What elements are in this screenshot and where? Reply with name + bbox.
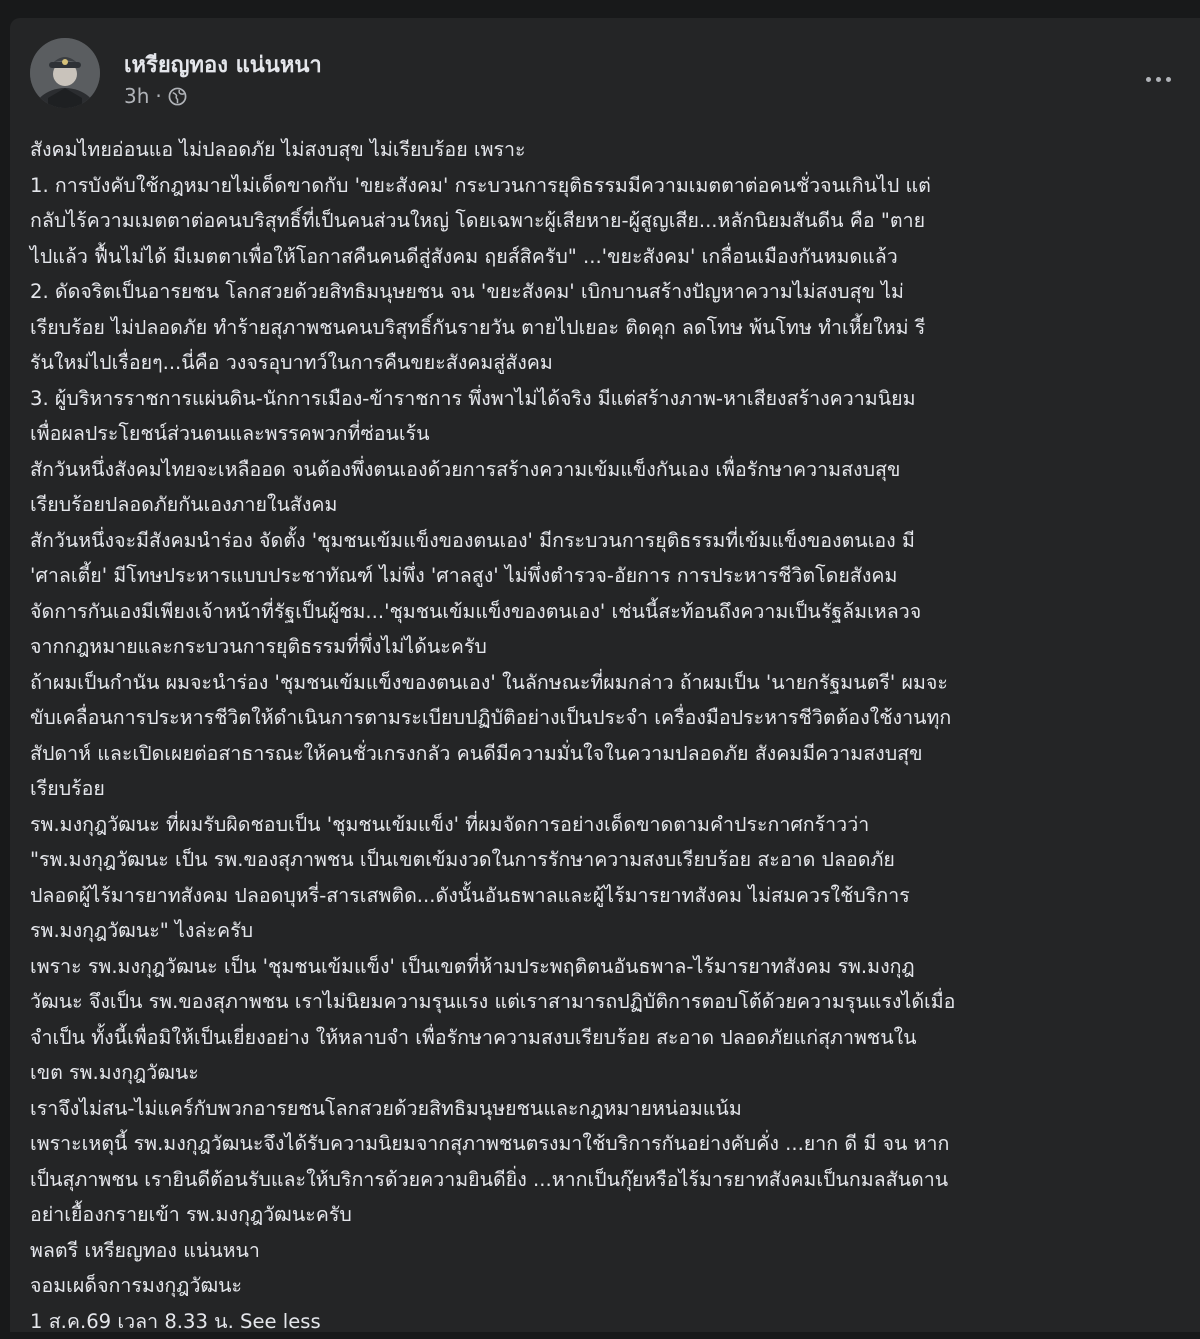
post-line: เรียบร้อยปลอดภัยกันเองภายในสังคม [30,487,1180,523]
post-line: เป็นสุภาพชน เรายินดีต้อนรับและให้บริการด้วยความยินดียิ่ง ...หากเป็นกุ๊ยหรือไร้มารยาทสังคมเป็นกมลสันดาน [30,1162,1180,1198]
post-meta [124,84,187,108]
profile-photo [30,38,100,108]
globe-icon[interactable] [168,87,187,106]
meta-separator: · [155,84,161,108]
post-header [30,38,1180,118]
post-line: เรียบร้อย ไม่ปลอดภัย ทำร้ายสุภาพชนคนบริสุทธิ์กันรายวัน ตายไปเยอะ ติดคุก ลดโทษ พ้นโทษ ทำเหี้ยใหม่ รี [30,310,1180,346]
post-body [30,132,1180,1339]
post-last-line [30,1304,1180,1339]
post-line: อย่าเยื้องกรายเข้า รพ.มงกุฎวัฒนะครับ [30,1197,1180,1233]
more-dot [1156,77,1161,82]
more-dot [1146,77,1151,82]
post-line: กลับไร้ความเมตตาต่อคนบริสุทธิ์ที่เป็นคนส่วนใหญ่ โดยเฉพาะผู้เสียหาย-ผู้สูญเสีย...หลักนิยมสันดีน คือ "ตาย [30,203,1180,239]
post-line: ขับเคลื่อนการประหารชีวิตให้ดำเนินการตามระเบียบปฏิบัติอย่างเป็นประจำ เครื่องมือประหารชีวิตต้องใช้งานทุก [30,700,1180,736]
more-options-icon[interactable] [1138,64,1178,94]
post-line: รพ.มงกุฎวัฒนะ" ไงล่ะครับ [30,913,1180,949]
author-name[interactable]: เหรียญทอง แน่นหนา [124,47,322,82]
post-line: พลตรี เหรียญทอง แน่นหนา [30,1233,1180,1269]
post-line: 1. การบังคับใช้กฎหมายไม่เด็ดขาดกับ 'ขยะสังคม' กระบวนการยุติธรรมมีความเมตตาต่อคนชั่วจนเกินไป แต่ [30,168,1180,204]
post-line: ไปแล้ว ฟื้นไม่ได้ มีเมตตาเพื่อให้โอกาสคืนคนดีสู่สังคม ฤยส์สิครับ" ...'ขยะสังคม' เกลื่อนเมืองกันหมดแล้ว [30,239,1180,275]
post-time[interactable]: 3h [124,84,149,108]
post-line: 'ศาลเตี้ย' มีโทษประหารแบบประชาทัณฑ์ ไม่พึ่ง 'ศาลสูง' ไม่พึ่งตำรวจ-อัยการ การประหารชีวิตโดยสังคม [30,558,1180,594]
post-line: "รพ.มงกุฎวัฒนะ เป็น รพ.ของสุภาพชน เป็นเขตเข้มงวดในการรักษาความสงบเรียบร้อย สะอาด ปลอดภัย [30,842,1180,878]
post-line: สัปดาห์ และเปิดเผยต่อสาธารณะให้คนชั่วเกรงกลัว คนดีมีความมั่นใจในความปลอดภัย สังคมมีความสงบสุข [30,736,1180,772]
post-line: เขต รพ.มงกุฎวัฒนะ [30,1055,1180,1091]
post-line: จัดการกันเองมีเพียงเจ้าหน้าที่รัฐเป็นผู้ชม...'ชุมชนเข้มแข็งของตนเอง' เช่นนี้สะท้อนถึงความเป็นรัฐล้มเหลวจ [30,594,1180,630]
avatar[interactable] [30,38,100,108]
more-dot [1166,77,1171,82]
post-line: ปลอดผู้ไร้มารยาทสังคม ปลอดบุหรี่-สารเสพติด...ดังนั้นอันธพาลและผู้ไร้มารยาทสังคม ไม่สมควรใช้บริการ [30,878,1180,914]
post-line: รันใหม่ไปเรื่อยๆ...นี่คือ วงจรอุบาทว์ในการคืนขยะสังคมสู่สังคม [30,345,1180,381]
post-line: เพราะเหตุนี้ รพ.มงกุฎวัฒนะจึงได้รับความนิยมจากสุภาพชนตรงมาใช้บริการกันอย่างคับคั่ง ...ยาก ดี มี จน หาก [30,1126,1180,1162]
post-line: เราจึงไม่สน-ไม่แคร์กับพวกอารยชนโลกสวยด้วยสิทธิมนุษยชนและกฎหมายหน่อมแน้ม [30,1091,1180,1127]
post-line: สังคมไทยอ่อนแอ ไม่ปลอดภัย ไม่สงบสุข ไม่เรียบร้อย เพราะ [30,132,1180,168]
post-line: รพ.มงกุฎวัฒนะ ที่ผมรับผิดชอบเป็น 'ชุมชนเข้มแข็ง' ที่ผมจัดการอย่างเด็ดขาดตามคำประกาศกร้าวว่า [30,807,1180,843]
post-line: จำเป็น ทั้งนี้เพื่อมิให้เป็นเยี่ยงอย่าง ให้หลาบจำ เพื่อรักษาความสงบเรียบร้อย สะอาด ปลอดภัยแก่สุภาพชนใน [30,1020,1180,1056]
post-line: สักวันหนึ่งสังคมไทยจะเหลืออด จนต้องพึ่งตนเองด้วยการสร้างความเข้มแข็งกันเอง เพื่อรักษาความสงบสุข [30,452,1180,488]
post-line: สักวันหนึ่งจะมีสังคมนำร่อง จัดตั้ง 'ชุมชนเข้มแข็งของตนเอง' มีกระบวนการยุติธรรมที่เข้มแข็งของตนเอง มี [30,523,1180,559]
post-line: 2. ดัดจริตเป็นอารยชน โลกสวยด้วยสิทธิมนุษยชน จน 'ขยะสังคม' เบิกบานสร้างปัญหาความไม่สงบสุข ไม่ [30,274,1180,310]
post-line: จากกฎหมายและกระบวนการยุติธรรมที่พึ่งไม่ได้นะครับ [30,629,1180,665]
post-line: จอมเผด็จการมงกุฎวัฒนะ [30,1268,1180,1304]
post-line: 3. ผู้บริหารราชการแผ่นดิน-นักการเมือง-ข้าราชการ พึ่งพาไม่ได้จริง มีแต่สร้างภาพ-หาเสียงสร้างความนิยม [30,381,1180,417]
post-line: เพราะ รพ.มงกุฎวัฒนะ เป็น 'ชุมชนเข้มแข็ง' เป็นเขตที่ห้ามประพฤติตนอันธพาล-ไร้มารยาทสังคม รพ.มงกุฎ [30,949,1180,985]
post-line: ถ้าผมเป็นกำนัน ผมจะนำร่อง 'ชุมชนเข้มแข็งของตนเอง' ในลักษณะที่ผมกล่าว ถ้าผมเป็น 'นายกรัฐมนตรี' ผมจะ [30,665,1180,701]
post-date-text: 1 ส.ค.69 เวลา 8.33 น. [30,1310,234,1333]
post-line: เรียบร้อย [30,771,1180,807]
see-less-link[interactable]: See less [240,1310,321,1333]
post-card [10,18,1200,1332]
post-line: เพื่อผลประโยชน์ส่วนตนและพรรคพวกที่ซ่อนเร้น [30,416,1180,452]
post-line: วัฒนะ จึงเป็น รพ.ของสุภาพชน เราไม่นิยมความรุนแรง แต่เราสามารถปฏิบัติการตอบโต้ด้วยความรุนแรงได้เมื่อ [30,984,1180,1020]
